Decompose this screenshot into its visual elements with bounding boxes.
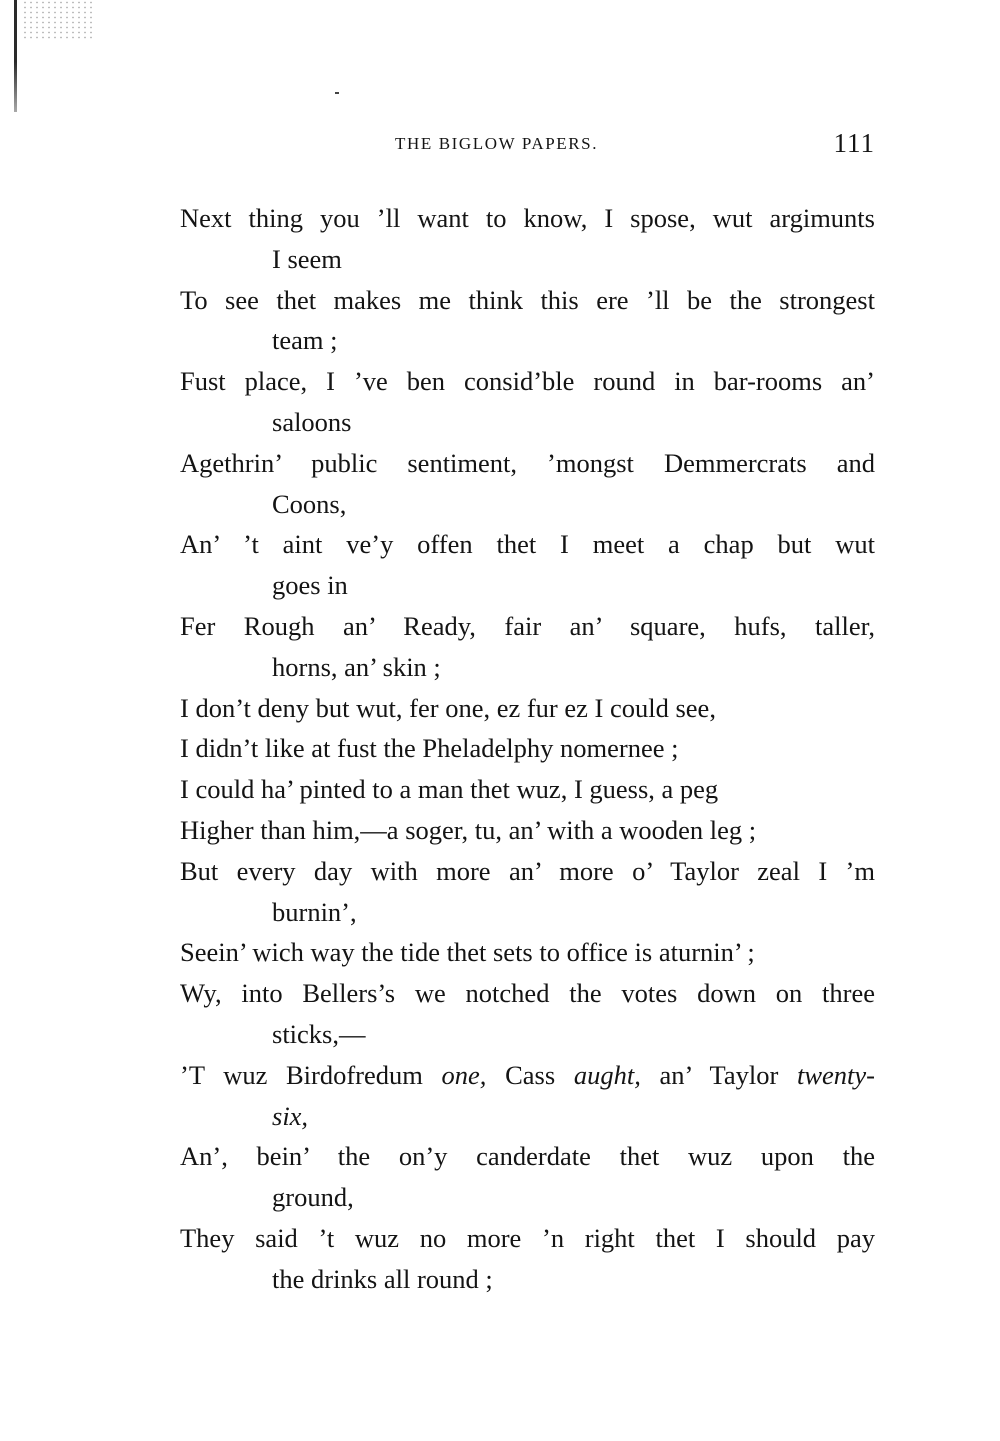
poem-line	[180, 606, 875, 688]
poem-line-continuation: I seem	[272, 243, 342, 274]
poem-line-continuation: sticks,—	[272, 1018, 366, 1049]
poem-text-run: Cass	[486, 1059, 574, 1090]
scan-speckle	[22, 0, 92, 40]
running-title: THE BIGLOW PAPERS.	[395, 134, 599, 153]
poem-line-continuation: burnin’,	[272, 896, 357, 927]
poem-line	[180, 1136, 875, 1218]
poem-line-text	[180, 1055, 875, 1096]
poem-line	[180, 932, 875, 973]
poem-line-continuation: six,	[272, 1100, 309, 1131]
poem-line	[180, 728, 875, 769]
poem-line	[180, 443, 875, 525]
poem-line	[180, 688, 875, 729]
poem-text-italic: aught,	[573, 1059, 641, 1090]
poem-text-run: an’ Taylor	[640, 1059, 797, 1090]
poem-line-text: Fer Rough an’ Ready, fair an’ square, hufs, taller,	[180, 610, 875, 641]
poem-line	[180, 280, 875, 362]
scan-dot	[335, 92, 339, 94]
scan-edge-mark	[14, 0, 17, 112]
poem-line-text: I didn’t like at fust the Pheladelphy nomernee ;	[180, 733, 679, 764]
poem-line-text: They said ’t wuz no more ’n right thet I should pay	[180, 1222, 875, 1253]
poem-line	[180, 361, 875, 443]
poem-line	[180, 851, 875, 933]
poem-line-continuation: horns, an’ skin ;	[272, 651, 441, 682]
poem-text-run: ’T wuz Birdofredum	[180, 1059, 442, 1090]
poem-line	[180, 810, 875, 851]
poem-stanza	[180, 198, 875, 1300]
poem-line-continuation: Coons,	[272, 488, 347, 519]
poem-line-continuation: the drinks all round ;	[272, 1263, 493, 1294]
poem-line-continuation: goes in	[272, 570, 348, 601]
poem-line-text: An’, bein’ the on’y canderdate thet wuz upon the	[180, 1141, 875, 1172]
poem-line	[180, 1055, 875, 1137]
poem-line-text: An’ ’t aint ve’y offen thet I meet a chap but wut	[180, 529, 875, 560]
poem-line	[180, 198, 875, 280]
poem-line	[180, 769, 875, 810]
poem-line-continuation: ground,	[272, 1182, 354, 1213]
poem-line-continuation: saloons	[272, 406, 352, 437]
poem-line-text: Higher than him,—a soger, tu, an’ with a wooden leg ;	[180, 814, 757, 845]
poem-line-text: But every day with more an’ more o’ Taylor zeal I ’m	[180, 855, 875, 886]
poem-line-text: I don’t deny but wut, fer one, ez fur ez I could see,	[180, 692, 716, 723]
poem-line-text: Wy, into Bellers’s we notched the votes down on three	[180, 978, 875, 1009]
poem-line	[180, 973, 875, 1055]
poem-line-text: Next thing you ’ll want to know, I spose, wut argimunts	[180, 203, 875, 233]
poem-line-text: Seein’ wich way the tide thet sets to office is aturnin’ ;	[180, 937, 755, 968]
running-head	[180, 128, 875, 168]
poem-line-text: I could ha’ pinted to a man thet wuz, I guess, a peg	[180, 774, 719, 805]
poem-text-italic: twenty-	[796, 1059, 875, 1090]
poem-line	[180, 1218, 875, 1300]
page-number: 111	[833, 128, 875, 158]
poem-text-italic: one,	[441, 1059, 487, 1090]
poem-line-text: To see thet makes me think this ere ’ll be the strongest	[180, 284, 875, 315]
poem-line-text: Agethrin’ public sentiment, ’mongst Demmercrats and	[180, 447, 875, 478]
poem-line-text: Fust place, I ’ve ben consid’ble round in bar-rooms an’	[180, 366, 875, 397]
poem-line-continuation: team ;	[272, 325, 338, 356]
poem-line	[180, 524, 875, 606]
